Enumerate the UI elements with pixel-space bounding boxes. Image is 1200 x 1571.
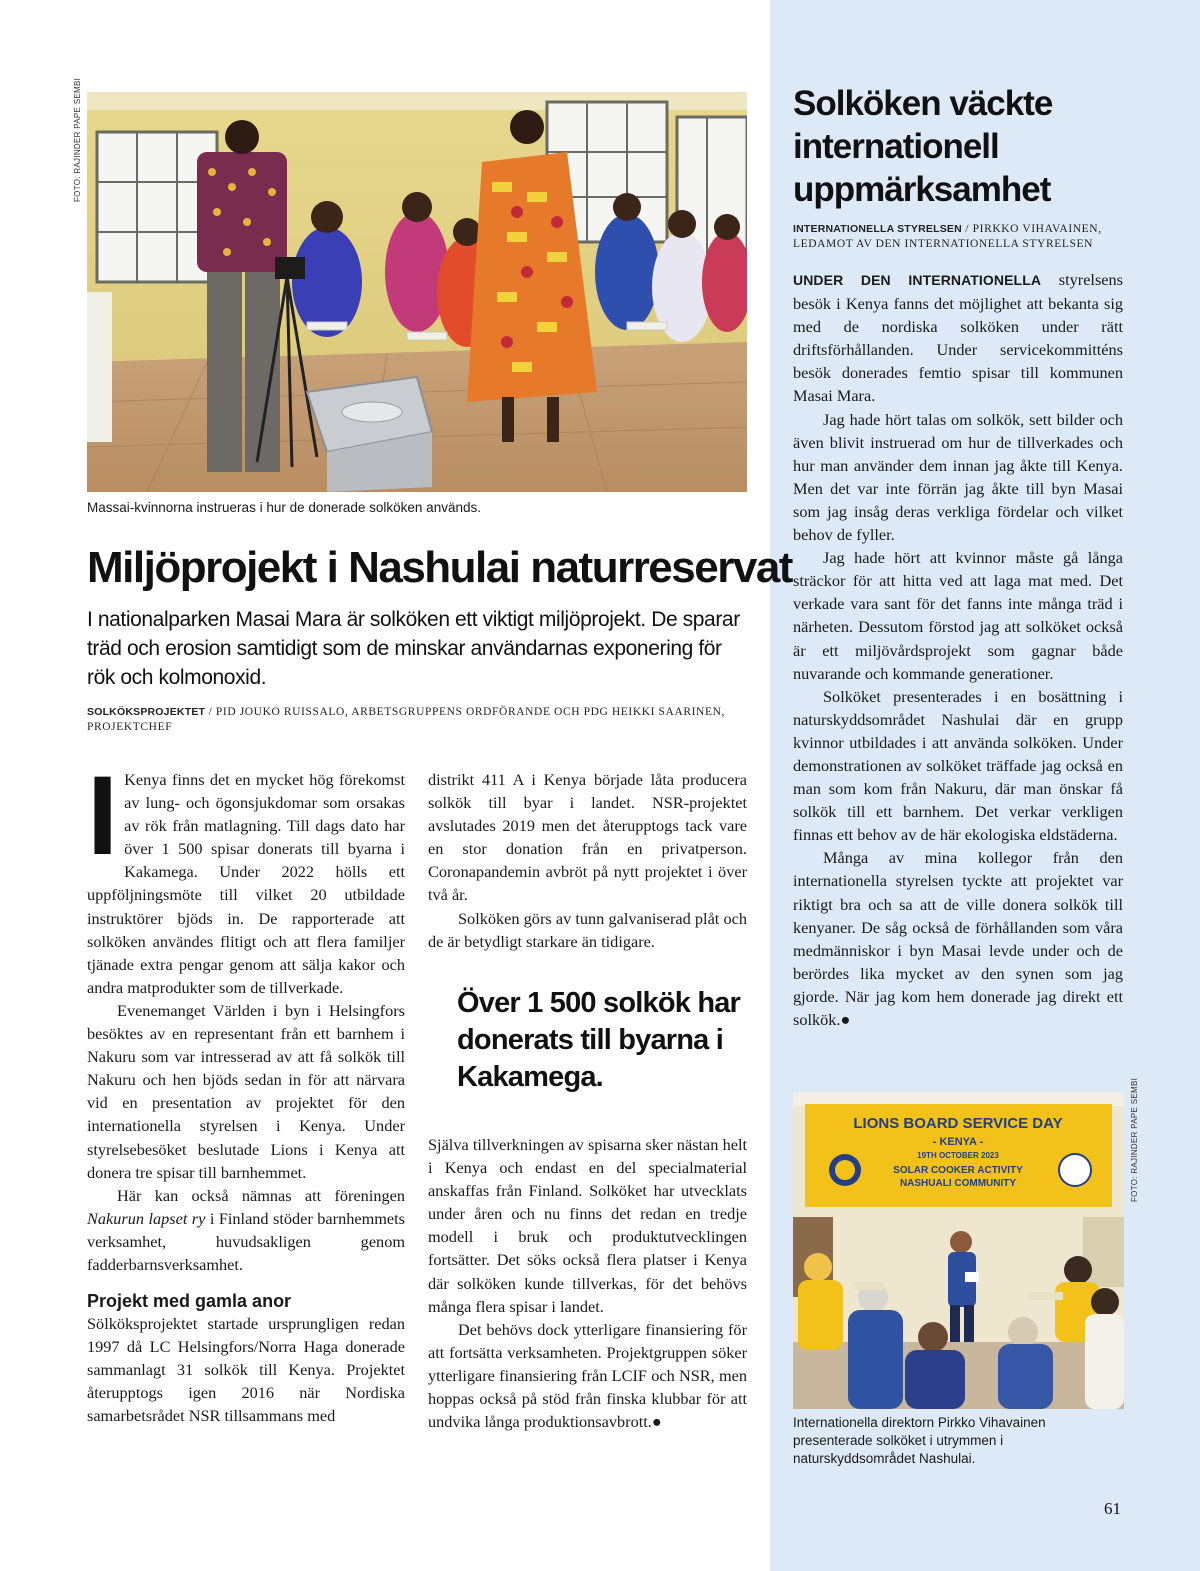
banner-line-3: 19TH OCTOBER 2023 [917, 1151, 999, 1160]
banner-line-2: - KENYA - [932, 1136, 984, 1148]
article-paragraph-1 [87, 753, 405, 999]
article-byline-sep: / [205, 706, 216, 718]
changing-the-world-logo-icon [1059, 1154, 1091, 1186]
sidebar-byline [793, 222, 1123, 252]
article-paragraph-1-text: Kenya finns det en mycket hög förekomst av lung- och ögonsjukdomar som orsakas av rök från matlagning. Till dags dato har över 1 500 spisar donerats till byarna i Kakamega. Under 2022 hölls ett uppföljningsmöte till vilket 20 utbildade instruktörer bjöds in. De rapporterade att solköken användes flitigt och att flera familjer tjänade extra pengar genom att sälja kakor och andra matprodukter som de tillverkade. [87, 770, 405, 997]
article-paragraph-3-a: Här kan också nämnas att föreningen [117, 1185, 405, 1205]
banner-line-1: LIONS BOARD SERVICE DAY [853, 1115, 1063, 1132]
main-photo-caption: Massai-kvinnorna instrueras i hur de donerade solköken används. [87, 500, 481, 515]
article-headline: Miljöprojekt i Nashulai naturreservat [87, 543, 792, 592]
sidebar-paragraph-1 [793, 268, 1123, 408]
sidebar-byline-sep: / [961, 223, 973, 235]
article-byline-tag: SOLKÖKSPROJEKTET [87, 706, 206, 718]
sidebar-byline-text: PIRKKO VIHAVAINEN, LEDAMOT AV DEN INTERNATIONELLA STYRELSEN [793, 223, 1102, 250]
sidebar-paragraph-1-text: styrelsens besök i Kenya fanns det möjlighet att bekanta sig med de nordiska solköken under rätt driftsförhållanden. Under servicekommitténs besök donerades femtio spisar till kommunen Masai Mara. [793, 270, 1123, 406]
association-name: Nakurun lapset ry [87, 1208, 206, 1228]
sidebar-photo [793, 1092, 1124, 1409]
sidebar-title: Solköken väckte internationell uppmärksamhet [793, 84, 1053, 209]
article-column-1 [87, 753, 406, 1428]
sidebar-byline-tag: INTERNATIONELLA STYRELSEN [793, 223, 962, 235]
sidebar-paragraph-2: Jag hade hört talas om solkök, sett bilder och även blivit instruerad om hur de tillverkades och hur man använder dem innan jag åkte till Kenya. Men det var inte förrän jag åkte till byn Masai som jag insåg deras verkliga fördelar och vilket behov de fyller. [793, 409, 1123, 545]
article-byline [87, 705, 747, 735]
sidebar-paragraph-5-text: Många av mina kollegor från den internationella styrelsen tyckte att projektet var riktigt bra och sa att de ville donera solkök till kenyaner. De såg också de förhållanden som våra medmänniskor i byn Masai levde under och de berördes lika mycket av den synen som jag gjorde. När jag kom hem donerade jag direkt ett solkök. [793, 848, 1123, 1029]
sidebar-paragraph-5 [793, 846, 1123, 1031]
sidebar-paragraph-4: Solköket presenterades i en bosättning i naturskyddsområdet Nashulai där en grupp kvinnor utbildades i att använda solköken. Under demonstrationen av solköket träffade jag också en man som kom från Nakuru, där man önskar få solkök till ett barnhem. Det verkar verkligen finnas ett behov av de här ekologiska eldstäderna. [793, 686, 1123, 845]
page-number: 61 [1104, 1499, 1121, 1518]
pull-quote: Över 1 500 solkök har donerats till byarna i Kakamega. [457, 987, 741, 1093]
article-paragraph-3-b: i Finland stöder barnhemmets verksamhet, huvudsakligen genom fadderbarnsverksamhet. [87, 1208, 406, 1274]
article-byline-text: PID JOUKO RUISSALO, ARBETSGRUPPENS ORDFÖRANDE OCH PDG HEIKKI SAARINEN, PROJEKTCHEF [87, 706, 725, 733]
sidebar-paragraph-3: Jag hade hört att kvinnor måste gå långa sträckor för att hitta ved att laga mat med. Det verkade vara sant för det fanns inte många träd i närheten. Dessutom förstod jag att solköket också är ett miljövårdsprojekt som gagnar både nuvarande och kommande generationer. [793, 548, 1123, 683]
article-lead: I nationalparken Masai Mara är solköken ett viktigt miljöprojekt. De sparar träd och erosion samtidigt som de minskar användarnas exponering för rök och kolmonoxid. [87, 608, 740, 689]
article-paragraph-4: Sölköksprojektet startade ursprungligen redan 1997 då LC Helsingfors/Norra Haga donerade sammanlagt 31 solkök till Kenya. Projektet återupptogs igen 2016 när Nordiska samarbetsrådet NSR tillsammans med [87, 1314, 405, 1426]
article-paragraph-6: Solköken görs av tunn galvaniserad plåt och de är betydligt starkare än tidigare. [428, 908, 747, 951]
article-paragraph-8-text: Det behövs dock ytterligare finansiering för att fortsätta verksamheten. Projektgruppen söker ytterligare finansiering från LCIF och NSR, men hoppas också på stöd från finska klubbar för att undvika långa produktionsavbrott. [428, 1319, 747, 1432]
photo-credit-main: FOTO: RAJINDER PAPE SEMBI [73, 77, 82, 202]
sidebar-leadin: UNDER DEN INTERNATIONELLA [793, 272, 1042, 288]
article-paragraph-3 [87, 1184, 405, 1276]
article-column-2-bottom [428, 1133, 747, 1433]
article-column-2-top [428, 768, 747, 953]
sidebar-body [793, 268, 1123, 1031]
article-paragraph-7: Själva tillverkningen av spisarna sker nästan helt i Kenya och endast en del specialmaterial anskaffas från Finland. Solköket har utvecklats under åren och nu finns det redan en tredje modell i bruk och produktutvecklingen fortsätter. Det söks också flera platser i Kenya där solköken kunde tillverkas, för det behövs många flera spisar i landet. [428, 1135, 747, 1316]
sidebar-end-mark: ● [840, 1010, 851, 1029]
article-subhead: Projekt med gamla anor [87, 1291, 292, 1312]
article-paragraph-5: distrikt 411 A i Kenya började låta producera solkök till byar i landet. NSR-projektet avslutades 2019 men det återupptogs tack vare en stor donation från en privatperson. Coronapandemin avbröt på nytt projektet i över två år. [428, 770, 747, 905]
drop-cap: I [87, 753, 119, 878]
banner-line-5: NASHUALI COMMUNITY [899, 1178, 1017, 1189]
main-photo [87, 92, 747, 492]
photo-credit-sidebar: FOTO: RAJINDER PAPE SEMBI [1130, 1077, 1139, 1202]
banner-line-4: SOLAR COOKER ACTIVITY [893, 1165, 1023, 1176]
sidebar-photo-caption: Internationella direktorn Pirkko Vihavainen presenterade solköket i utrymmen i naturskyddsområdet Nashulai. [793, 1415, 1046, 1466]
article-end-mark: ● [651, 1412, 662, 1432]
article-paragraph-8 [428, 1318, 747, 1433]
article-paragraph-2: Evenemanget Världen i byn i Helsingfors besöktes av en representant från ett barnhem i Nakuru som var intresserad av att få solkök till Nakuru och hen bjöds sedan in för att närvara vid en presentation av projektet för den internationella styrelsen i Kenya. Under styrelsebesöket beslutade Lions i Kenya att donera tre spisar till barnhemmet. [87, 1000, 405, 1182]
